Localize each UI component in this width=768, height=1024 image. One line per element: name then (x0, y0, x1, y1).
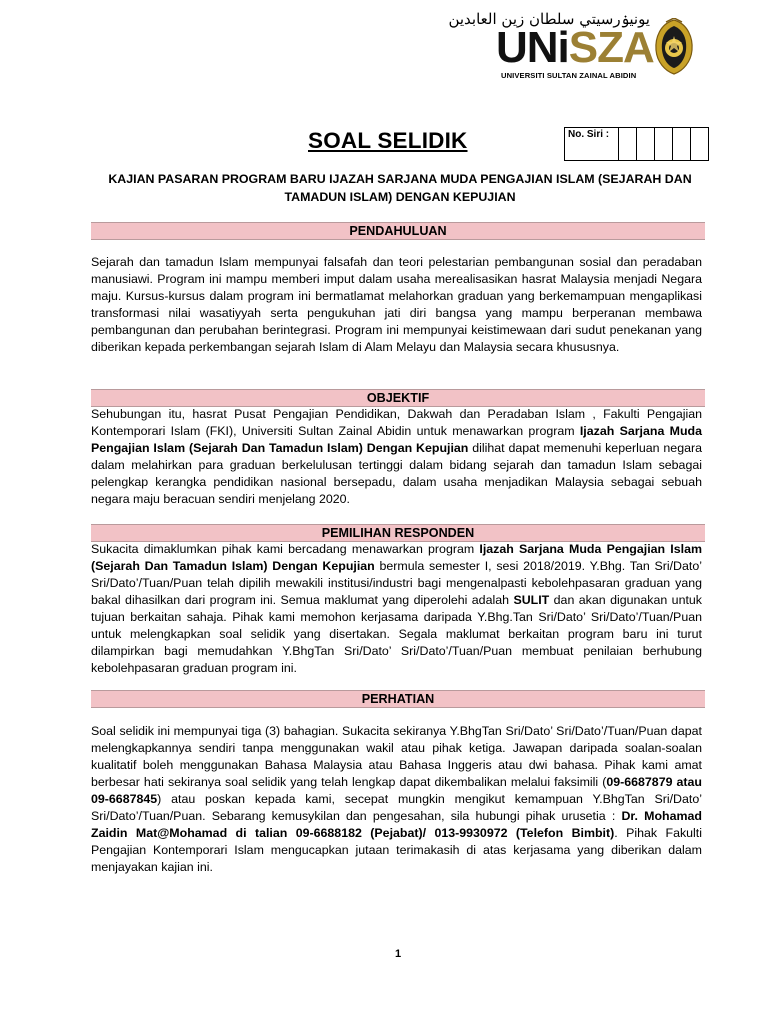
objektif-program-name: Ijazah Sarjana Muda Pengajian Islam (Sejarah Dan Tamadun Islam) Dengan Kepujian (91, 424, 702, 455)
university-logo (448, 10, 698, 80)
serial-digit-box[interactable] (673, 128, 691, 161)
page-number: 1 (394, 948, 402, 960)
logo-university-name: UNIVERSITI SULTAN ZAINAL ABIDIN (501, 71, 637, 80)
responden-text-2: bermula semester I, sesi 2018/2019. Y.Bhg. Tan Sri/Dato’ Sri/Dato’/Tuan/Puan telah dipilih mewakili institusi/industri bagi mengenalpasti kebolehpasaran graduan yang bakal dihasilkan dari program ini. Semua maklumat yang diperolehi adalah (91, 559, 702, 607)
section-text-objektif (91, 406, 702, 508)
perhatian-paragraph (91, 723, 702, 876)
section-heading-objektif: OBJEKTIF (91, 389, 705, 407)
perhatian-fax-numbers: 09-6687879 atau 09-6687845 (91, 775, 702, 806)
section-heading-pendahuluan: PENDAHULUAN (91, 222, 705, 240)
perhatian-text-1: Soal selidik ini mempunyai tiga (3) bahagian. Sukacita sekiranya Y.BhgTan Sri/Dato’ Sri/Dato’/Tuan/Puan dapat melengkapkannya sendiri tanpa menggunakan wakil atau pihak ketiga. Jawapan daripada soalan-soalan kualitatif boleh menggunakan Bahasa Malaysia atau Bahasa Inggeris atau dwi bahasa. Pihak kami amat berbesar hati sekiranya soal selidik yang telah lengkap dapat dikembalikan melalui faksimili ( (91, 724, 702, 789)
serial-digit-box[interactable] (637, 128, 655, 161)
serial-digit-box[interactable] (619, 128, 637, 161)
logo-wordmark (496, 24, 654, 72)
perhatian-contact-person: Dr. Mohamad Zaidin Mat@Mohamad di talian 09-6688182 (Pejabat)/ 013-9930972 (Telefon Bimbit) (91, 809, 702, 840)
section-text-perhatian (91, 723, 702, 876)
logo-wordmark-part2: SZA (568, 23, 654, 72)
responden-text-1: Sukacita dimaklumkan pihak kami bercadang menawarkan program (91, 542, 480, 556)
serial-number-label: No. Siri : (565, 128, 619, 161)
objektif-text-1: Sehubungan itu, hasrat Pusat Pengajian Pendidikan, Dakwah dan Peradaban Islam , Fakulti Pengajian Kontemporari Islam (FKI), Universiti Sultan Zainal Abidin untuk menawarkan program (91, 407, 702, 438)
section-heading-perhatian: PERHATIAN (91, 690, 705, 708)
perhatian-text-2: ) atau poskan kepada kami, secepat mungkin mengikut kemampuan Y.BhgTan Sri/Dato’ Sri/Dato’/Tuan/Puan. Sebarang kemusykilan dan pengesahan, sila hubungi pihak urusetia : (91, 792, 702, 823)
logo-wordmark-part1: UNi (496, 23, 569, 72)
serial-digit-box[interactable] (691, 128, 709, 161)
objektif-text-2: dilihat dapat memenuhi keperluan negara dalam melahirkan para graduan berkelulusan tertinggi dalam bidang sejarah dan tamadun Islam sebagai pelengkap kerangka pendidikan nasional bersepadu, dalam usaha menjadikan Malaysia sebagai sebuah negara maju beracuan sendiri menjelang 2020. (91, 441, 702, 506)
section-heading-pemilihan-responden: PEMILIHAN RESPONDEN (91, 524, 705, 542)
page-title: SOAL SELIDIK (308, 128, 468, 153)
pemilihan-responden-paragraph (91, 541, 702, 677)
serial-digit-box[interactable] (655, 128, 673, 161)
pendahuluan-paragraph: Sejarah dan tamadun Islam mempunyai falsafah dan teori pelestarian pembangunan sosial dan peradaban manusiawi. Program ini mampu memberi imput dalam usaha merealisasikan hasrat Malaysia menjadi Negara maju. Kursus-kursus dalam program ini bermatlamat melahorkan graduan yang berkemampuan mengaplikasi transformasi nilai wasatiyyah serta pengukuhan jati diri bangsa yang mampu berperanan membawa pembangunan dan perubahan berintegrasi. Program ini mempunyai keistimewaan dari sudut penekanan yang diberikan kepada perkembangan sejarah Islam di Alam Melayu dan Malaysia secara khususnya. (91, 255, 702, 354)
section-text-pendahuluan (91, 254, 702, 356)
survey-subtitle: KAJIAN PASARAN PROGRAM BARU IJAZAH SARJANA MUDA PENGAJIAN ISLAM (SEJARAH DAN TAMADUN ISLAM) DENGAN KEPUJIAN (108, 172, 692, 204)
logo-jawi-script: يونيۏرسيتي سلطان زين العابدين (448, 10, 650, 28)
responden-text-3: dan akan digunakan untuk tujuan berkaitan sahaja. Pihak kami memohon kerjasama daripada Y.Bhg.Tan Sri/Dato’ Sri/Dato’/Tuan/Puan untuk melengkapkan soal selidik yang disertakan. Segala maklumat berkaitan program baru ini turut dilampirkan bagi memudahkan Y.BhgTan Sri/Dato’ Sri/Dato’/Tuan/Puan membuat penilaian berhubung kebolehpasaran graduan program ini. (91, 593, 702, 675)
perhatian-text-3: . Pihak Fakulti Pengajian Kontemporari Islam mengucapkan jutaan terimakasih di atas kerjasama yang diberikan dalam menjayakan kajian ini. (91, 826, 702, 874)
section-text-pemilihan-responden (91, 541, 702, 677)
university-crest-icon (652, 18, 696, 76)
responden-program-name: Ijazah Sarjana Muda Pengajian Islam (Sejarah Dan Tamadun Islam) Dengan Kepujian (91, 542, 702, 573)
responden-sulit-label: SULIT (513, 593, 550, 607)
serial-number-box (564, 127, 709, 161)
objektif-paragraph (91, 406, 702, 508)
